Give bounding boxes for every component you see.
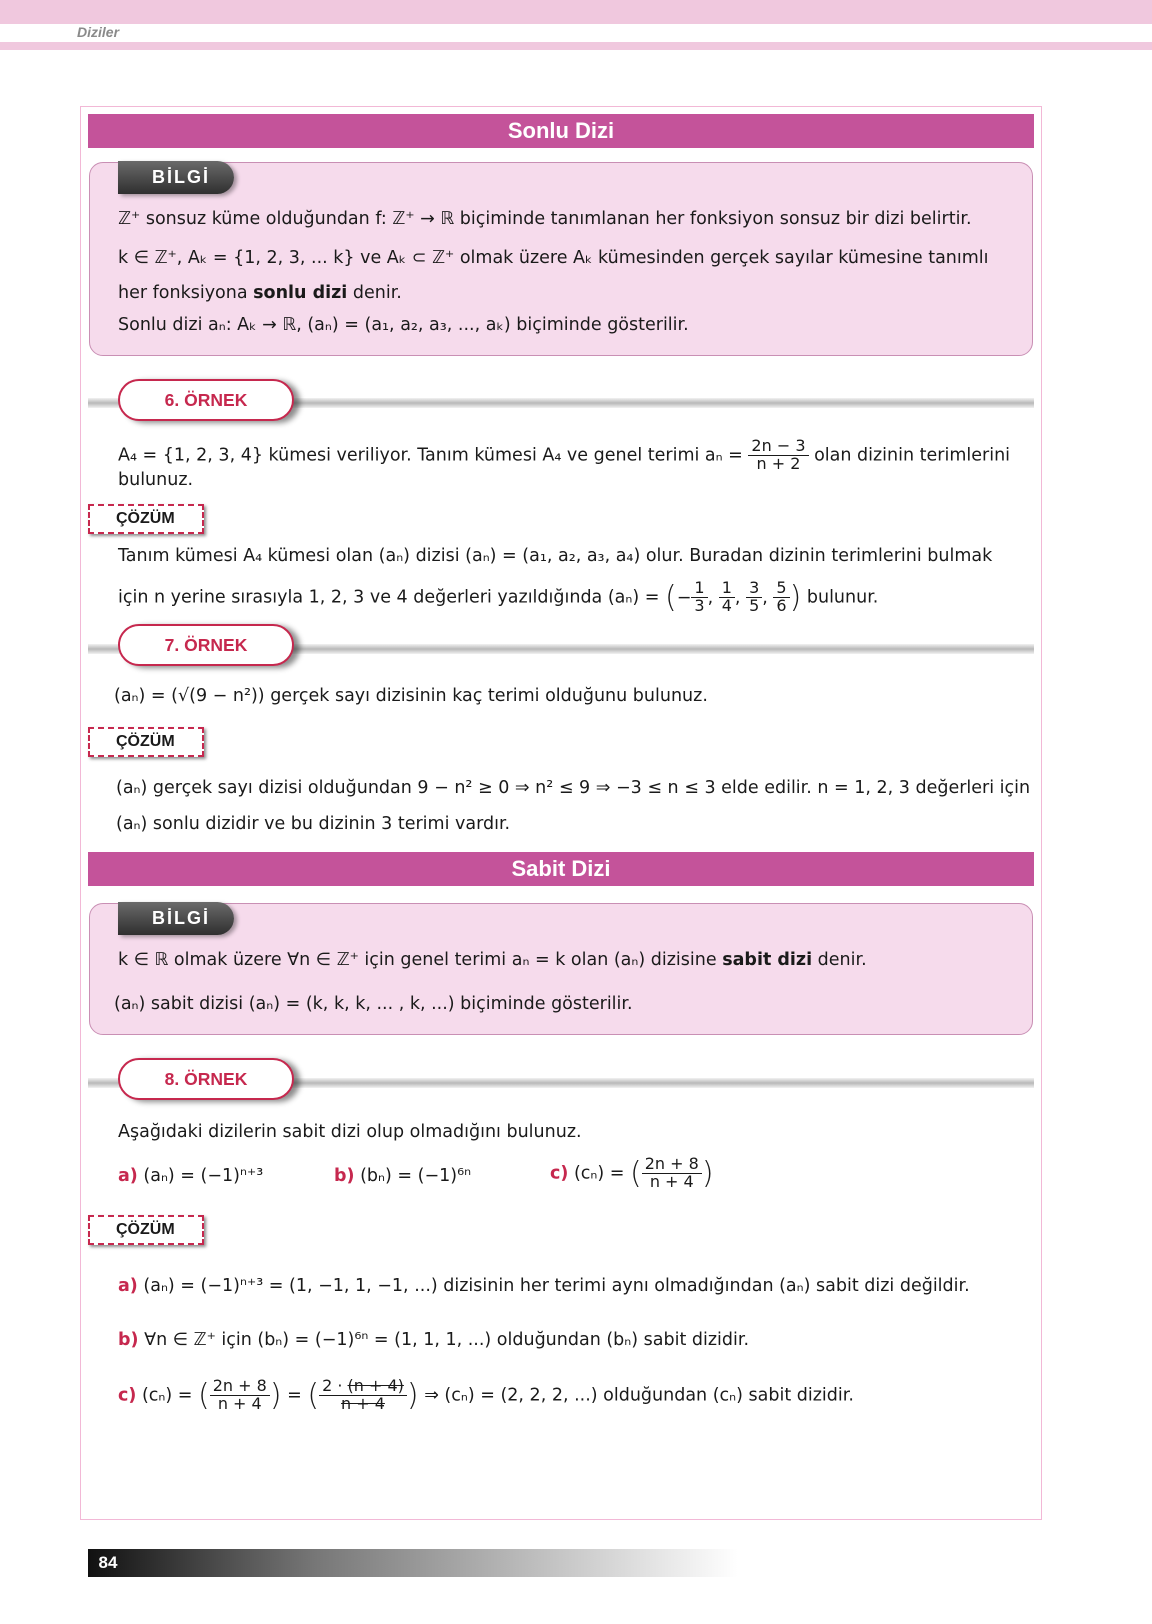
term-sabit-dizi: sabit dizi xyxy=(722,950,813,970)
info-line-2: (aₙ) sabit dizisi (aₙ) = (k, k, k, ... , k, ...) biçiminde gösterilir. xyxy=(114,994,633,1014)
term-sonlu-dizi: sonlu dizi xyxy=(253,283,348,303)
solution-label: ÇÖZÜM xyxy=(88,504,204,534)
solution-label: ÇÖZÜM xyxy=(88,727,204,757)
example-8-solution-a: a) (aₙ) = (−1)ⁿ⁺³ = (1, −1, 1, −1, ...) dizisinin her terimi aynı olmadığından (aₙ) sabit dizi değildir. xyxy=(118,1276,970,1296)
fraction-term: $\frac{5}{6}$ xyxy=(773,580,789,615)
footer-bar xyxy=(88,1549,738,1577)
example-7-solution-line-1: (aₙ) gerçek sayı dizisi olduğundan 9 − n² ≥ 0 ⇒ n² ≤ 9 ⇒ −3 ≤ n ≤ 3 elde edilir. n = 1, 2, 3 değerleri için xyxy=(116,778,1031,798)
example-7-solution-line-2: (aₙ) sonlu dizidir ve bu dizinin 3 terimi vardır. xyxy=(116,814,511,834)
top-decor-band xyxy=(0,0,1152,24)
solution-label: ÇÖZÜM xyxy=(88,1215,204,1245)
top-decor-stripe xyxy=(0,42,1152,50)
bilgi-tab: BİLGİ xyxy=(118,902,234,935)
info-text: her fonksiyona xyxy=(118,283,254,303)
info-text: k ∈ ℝ olmak üzere ∀n ∈ ℤ⁺ için genel terimi aₙ = k olan (aₙ) dizisine xyxy=(118,950,723,970)
example-6-solution-line-2: için n yerine sırasıyla 1, 2, 3 ve 4 değerleri yazıldığında (aₙ) = (− $\frac{1}{3}$ , $\frac{1}{4}$ , $\frac{3}{5}$ , $\frac{5}{6}$ ) bulunur. xyxy=(118,578,879,615)
running-title: Diziler xyxy=(77,24,120,40)
info-line-3 xyxy=(118,283,402,303)
info-text: denir. xyxy=(812,950,867,970)
question-text: olan dizinin terimlerini xyxy=(814,445,1011,466)
info-text: denir. xyxy=(347,283,402,303)
example-6-question-line-1 xyxy=(118,438,1010,473)
fraction: $\frac{2n + 8}{n + 4}$ xyxy=(210,1378,270,1413)
example-8-item-b: b) (bₙ) = (−1)⁶ⁿ xyxy=(334,1166,472,1186)
example-6-solution-line-1: Tanım kümesi A₄ kümesi olan (aₙ) dizisi (aₙ) = (a₁, a₂, a₃, a₄) olur. Buradan dizinin terimlerini bulmak xyxy=(118,546,993,566)
info-line-4: Sonlu dizi aₙ: Aₖ → ℝ, (aₙ) = (a₁, a₂, a₃, ..., aₖ) biçiminde gösterilir. xyxy=(118,315,689,335)
example-6-label: 6. ÖRNEK xyxy=(118,379,294,421)
fraction-cancelled: $\frac{2 \cdot (n + 4)}{n + 4}$ xyxy=(319,1378,407,1413)
info-box-sabit-dizi xyxy=(89,903,1033,1035)
info-line-1: ℤ⁺ sonsuz küme olduğundan f: ℤ⁺ → ℝ biçiminde tanımlanan her fonksiyon sonsuz bir dizi belirtir. xyxy=(118,209,972,229)
example-8-solution-c: c) (cₙ) = ( $\frac{2n + 8}{n + 4}$ ) = ( $\frac{2 \cdot (n + 4)}{n + 4}$ ) ⇒ (cₙ) = (2, 2, 2, ...) olduğundan (cₙ) sabit dizidir. xyxy=(118,1376,854,1413)
info-line-1 xyxy=(118,950,867,970)
solution-text: bulunur. xyxy=(806,587,879,608)
info-line-2: k ∈ ℤ⁺, Aₖ = {1, 2, 3, ... k} ve Aₖ ⊂ ℤ⁺ olmak üzere Aₖ kümesinden gerçek sayılar kümesine tanımlı xyxy=(118,248,989,268)
fraction-sequence: − $\frac{1}{3}$ , $\frac{1}{4}$ , $\frac{3}{5}$ , $\frac{5}{6}$ xyxy=(677,588,790,608)
fraction: $\frac{2n - 3}{n + 2}$ xyxy=(748,438,808,473)
page-number: 84 xyxy=(98,1553,118,1572)
example-6-question-line-2: bulunuz. xyxy=(118,470,194,490)
fraction-term: $\frac{1}{3}$ xyxy=(691,580,707,615)
fraction-term: $\frac{1}{4}$ xyxy=(719,580,735,615)
fraction: $\frac{2n + 8}{n + 4}$ xyxy=(642,1156,702,1191)
fraction-term: $\frac{3}{5}$ xyxy=(746,580,762,615)
example-7-label: 7. ÖRNEK xyxy=(118,624,294,666)
example-8-item-a: a) (aₙ) = (−1)ⁿ⁺³ xyxy=(118,1166,264,1186)
bilgi-tab: BİLGİ xyxy=(118,161,234,194)
example-7-question: (aₙ) = (√(9 − n²)) gerçek sayı dizisinin kaç terimi olduğunu bulunuz. xyxy=(114,686,708,706)
question-text: A₄ = {1, 2, 3, 4} kümesi veriliyor. Tanım kümesi A₄ ve genel terimi aₙ = xyxy=(118,445,743,466)
example-8-item-c: c) (cₙ) = ( $\frac{2n + 8}{n + 4}$ ) xyxy=(550,1154,714,1191)
example-8-solution-b: b) ∀n ∈ ℤ⁺ için (bₙ) = (−1)⁶ⁿ = (1, 1, 1, ...) olduğundan (bₙ) sabit dizidir. xyxy=(118,1330,750,1350)
example-8-label: 8. ÖRNEK xyxy=(118,1058,294,1100)
section-title-sonlu-dizi: Sonlu Dizi xyxy=(88,114,1034,148)
info-box-sonlu-dizi xyxy=(89,162,1033,356)
example-8-question: Aşağıdaki dizilerin sabit dizi olup olmadığını bulunuz. xyxy=(118,1122,582,1142)
section-title-sabit-dizi: Sabit Dizi xyxy=(88,852,1034,886)
solution-text: için n yerine sırasıyla 1, 2, 3 ve 4 değerleri yazıldığında (aₙ) = xyxy=(118,587,660,608)
